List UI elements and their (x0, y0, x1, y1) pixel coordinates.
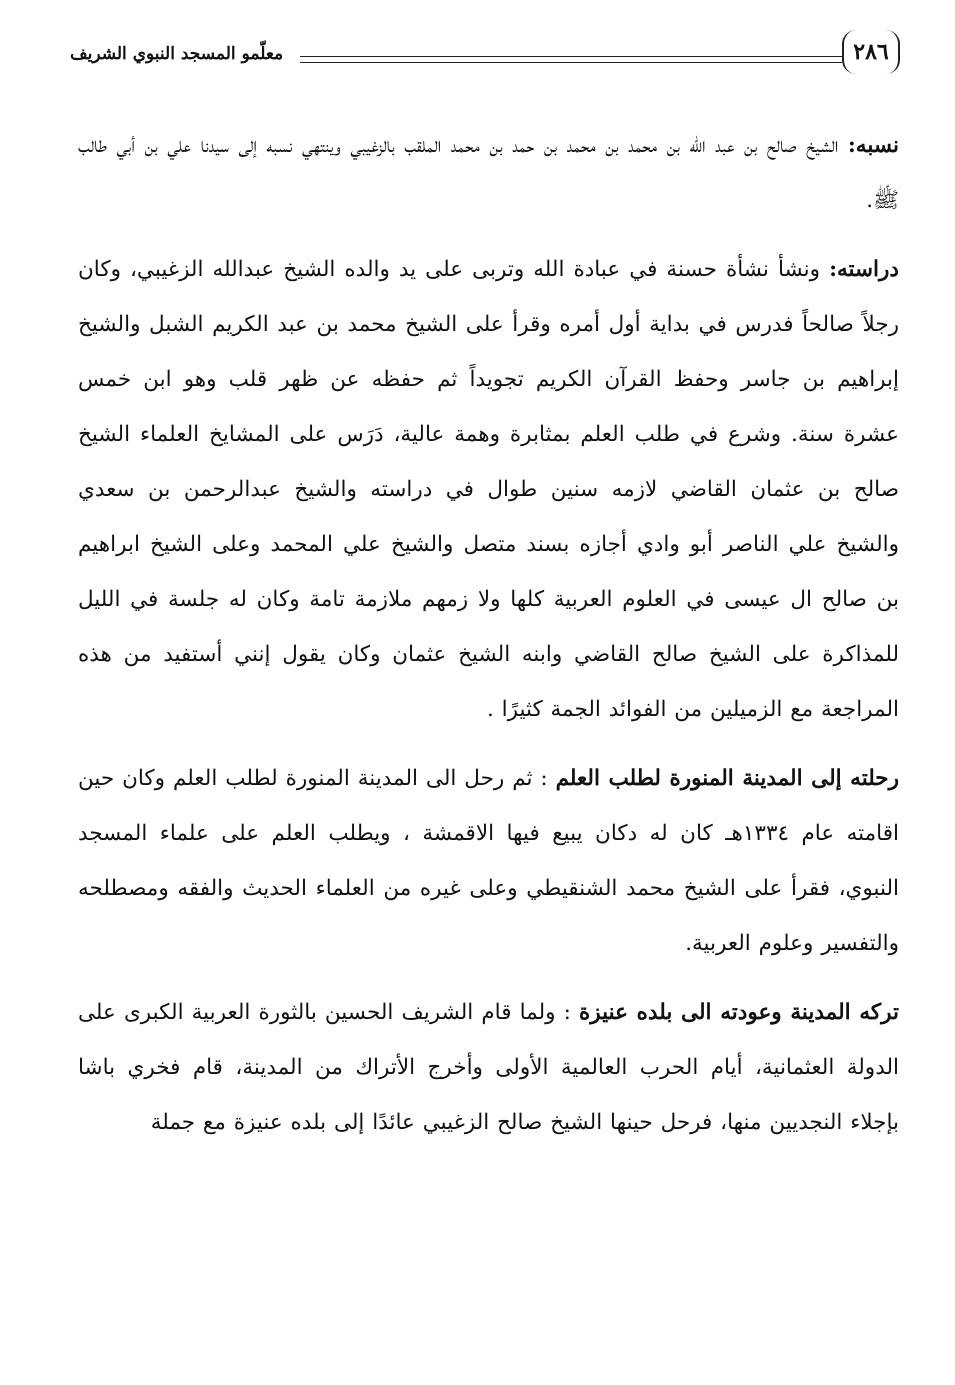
paragraph-text: ونشأ نشأة حسنة في عبادة الله وتربى على يد والده الشيخ عبدالله الزغيبي، وكان رجلاً صالحاً فدرس في بداية أول أمره وقرأ على الشيخ محمد بن عبد الكريم الشبل والشيخ إبراهيم بن جاسر وحفظ القرآن الكريم تجويداً ثم حفظه عن ظهر قلب وهو ابن خمس عشرة سنة. وشرع في طلب العلم بمثابرة وهمة عالية، دَرَس على المشايخ العلماء الشيخ صالح بن عثمان القاضي لازمه سنين طوال في دراسته والشيخ عبدالرحمن بن سعدي والشيخ علي الناصر أبو وادي أجازه بسند متصل والشيخ علي المحمد وعلى الشيخ ابراهيم بن صالح ال عيسى في العلوم العربية كلها ولا زمهم ملازمة تامة وكان له جلسة في الليل للمذاكرة على الشيخ صالح القاضي وابنه الشيخ عثمان وكان يقول إنني أستفيد من هذه المراجعة مع الزميلين من الفوائد الجمة كثيرًا . (78, 257, 899, 722)
paragraph-return-unaizah (78, 985, 899, 1150)
header-rule (300, 56, 842, 63)
page-number: ٢٨٦ (842, 30, 900, 74)
paragraph-text: : ثم رحل الى المدينة المنورة لطلب العلم وكان حين اقامته عام ١٣٣٤هـ كان له دكان يبيع فيها الاقمشة ، ويطلب العلم على علماء المسجد النبوي، فقرأ على الشيخ محمد الشنقيطي وعلى غيره من العلماء الحديث والفقه ومصطلحه والتفسير وعلوم العربية. (78, 766, 899, 956)
paragraph-lineage (78, 118, 899, 228)
paragraph-text: : ولما قام الشريف الحسين بالثورة العربية الكبرى على الدولة العثمانية، أيام الحرب العالمية الأولى وأخرج الأتراك من المدينة، قام فخري باشا بإجلاء النجديين منها، فرحل حينها الشيخ صالح الزغيبي عائدًا إلى بلده عنيزة مع جملة (78, 1000, 899, 1135)
page-body (78, 118, 899, 1164)
running-title: معلّمو المسجد النبوي الشريف (70, 44, 284, 64)
paragraph-lead: رحلته إلى المدينة المنورة لطلب العلم (555, 766, 899, 791)
paragraph-lead: نسبه: (847, 133, 899, 158)
paragraph-lead: دراسته: (829, 257, 899, 282)
running-header (70, 30, 900, 80)
paragraph-lead: تركه المدينة وعودته الى بلده عنيزة (578, 1000, 899, 1025)
paragraph-journey-medina (78, 751, 899, 971)
paragraph-text: الشيخ صالح بن عبد الله بن محمد بن محمد بن حمد بن محمد الملقب بالزغيبي وينتهي نسبه إلى سيدنا علي بن أبي طالب ﷺ. (78, 133, 899, 213)
paragraph-studies (78, 242, 899, 737)
